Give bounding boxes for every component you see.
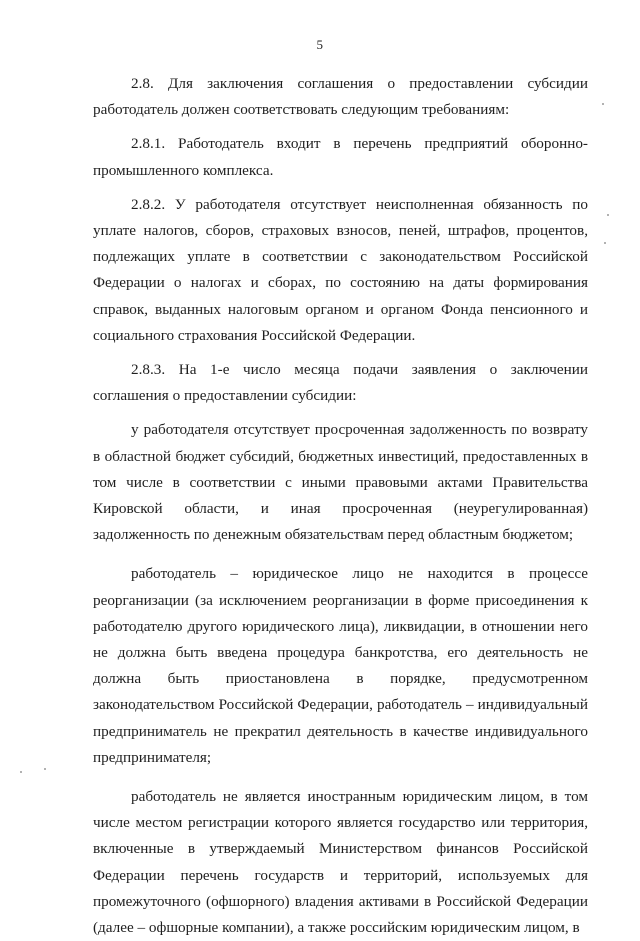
scan-speck xyxy=(20,771,22,773)
scan-speck xyxy=(44,768,46,770)
paragraph-2-8-2: 2.8.2. У работодателя отсутствует неисполненная обязанность по уплате налогов, сборов, страховых взносов, пеней, штрафов, процентов, подлежащих уплате в соответствии с законодательством Российской Федерации о налогах и сборах, по состоянию на даты формирования справок, выданных налоговым органом и органом Фонда пенсионного и социального страхования Российской Федерации. xyxy=(93,195,588,344)
scan-speck xyxy=(604,242,606,244)
paragraph-2-8-3: 2.8.3. На 1-е число месяца подачи заявления о заключении соглашения о предоставлении субсидии: xyxy=(93,361,588,405)
paragraph-2-8: 2.8. Для заключения соглашения о предоставлении субсидии работодатель должен соответствовать следующим требованиям: xyxy=(93,75,588,119)
paragraph-no-reorganization: работодатель – юридическое лицо не находится в процессе реорганизации (за исключением реорганизации в форме присоединения к работодателю другого юридического лица), ликвидации, в отношении него не должна быть введена процедура банкротства, его деятельность не должна быть приостановлена в порядке, предусмотренном законодательством Российской Федерации, работодатель – индивидуальный предприниматель не прекратил деятельность в качестве индивидуального предпринимателя; xyxy=(93,565,588,766)
paragraph-not-foreign-entity: работодатель не является иностранным юридическим лицом, в том числе местом регистрации которого является государство или территория, включенные в утверждаемый Министерством финансов Российской Федерации перечень государств и территорий, используемых для промежуточного (офшорного) владения активами в Российской Федерации (далее – офшорные компании), а также российским юридическим лицом, в xyxy=(93,788,588,937)
page-number: 5 xyxy=(316,37,324,52)
scan-speck xyxy=(607,214,609,216)
scan-speck xyxy=(602,103,604,105)
paragraph-2-8-1: 2.8.1. Работодатель входит в перечень предприятий оборонно-промышленного комплекса. xyxy=(93,135,588,179)
paragraph-no-budget-debt: у работодателя отсутствует просроченная задолженность по возврату в областной бюджет субсидий, бюджетных инвестиций, предоставленных в том числе в соответствии с иными правовыми актами Правительства Кировской области, и иная просроченная (неурегулированная) задолженность по денежным обязательствам перед областным бюджетом; xyxy=(93,421,588,544)
document-body xyxy=(93,71,588,941)
